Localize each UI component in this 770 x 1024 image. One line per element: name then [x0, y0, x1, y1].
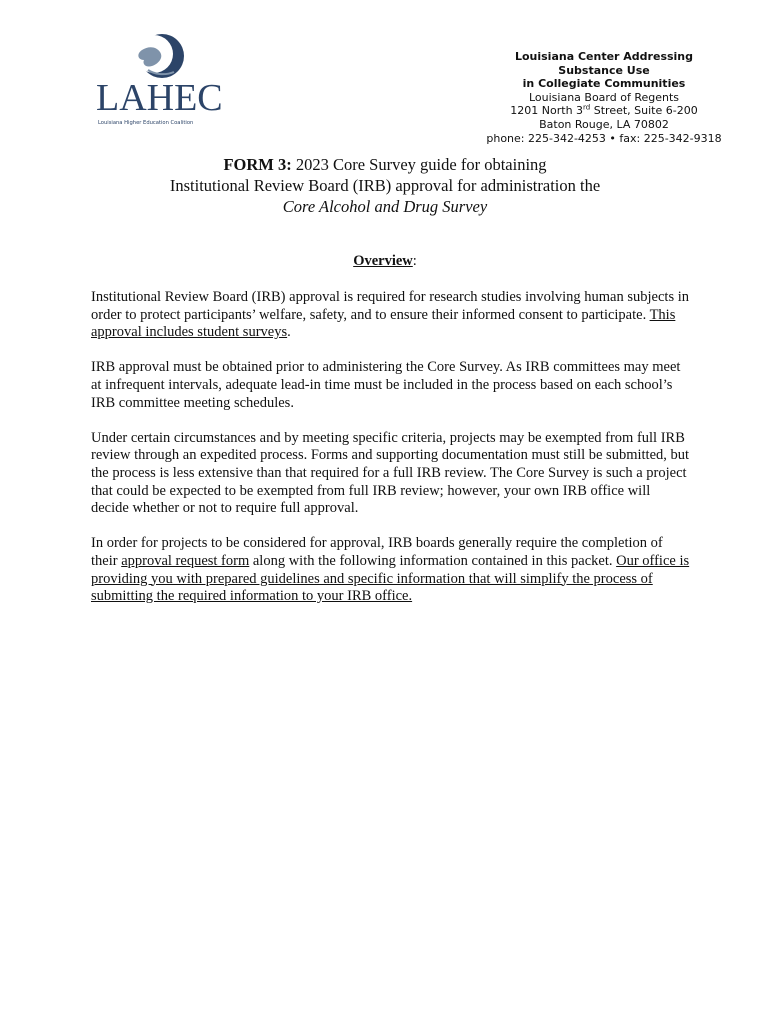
lahec-logo [92, 30, 232, 130]
approval-request-form-text: approval request form [121, 552, 250, 569]
document-body [91, 289, 691, 623]
paragraph-approval-process: In order for projects to be considered for approval, IRB boards generally require the completion of their approval request form along with the following information contained in this packet. Our office is providing you with prepared guidelines and specific information that will simplify the process of submitting the required information to your IRB office. [91, 535, 690, 605]
city-state-zip: Baton Rouge, LA 70802 [539, 117, 669, 131]
org-name-line-2: Substance Use [558, 63, 650, 77]
student-surveys-note: This approval includes student surveys [91, 306, 676, 341]
org-name-line-3: in Collegiate Communities [522, 77, 686, 91]
overview-heading: Overview: [353, 253, 417, 269]
logo-wordmark: LAHEC [96, 77, 223, 119]
organization-contact-block [470, 50, 738, 145]
paragraph-prior-approval: IRB approval must be obtained prior to administering the Core Survey. As IRB committees may meet at infrequent intervals, adequate lead-in time must be included in the process based on each school’s IRB committee meeting schedules. [91, 359, 681, 411]
org-name-line-1: Louisiana Center Addressing [514, 50, 694, 63]
paragraph-irb-required: Institutional Review Board (IRB) approval is required for research studies involving human subjects in order to protect participants’ welfare, safety, and to ensure their informed consent to participate. This approval includes student surveys. [91, 289, 689, 341]
logo-tagline: Louisiana Higher Education Coalition [98, 120, 194, 126]
paragraph-exemption: Under certain circumstances and by meeting specific criteria, projects may be exempted from full IRB review through an expedited process. Forms and supporting documentation must still be submitted, but the process is less extensive than that required for a full IRB review. The Core Survey is such a project that could be expected to be exempted from full IRB review; however, your own IRB office will decide whether or not to require full approval. [91, 429, 690, 517]
guidelines-statement: Our office is providing you with prepared guidelines and specific information that will simplify the process of submitting the required information to your IRB office. [91, 552, 690, 605]
form-label: FORM 3: [223, 155, 292, 174]
survey-name: Core Alcohol and Drug Survey [282, 197, 488, 216]
board-name: Louisiana Board of Regents [528, 90, 680, 104]
form-title: FORM 3: 2023 Core Survey guide for obtaining Institutional Review Board (IRB) approval for administration the Core Alcohol and Drug Survey [60, 154, 710, 217]
title-line-2: Institutional Review Board (IRB) approval for administration the [169, 176, 601, 195]
lahec-logo-graphic [92, 30, 232, 130]
street-address: 1201 North 3rd Street, Suite 6-200 [510, 103, 698, 118]
phone-fax: phone: 225-342-4253 • fax: 225-342-9318 [486, 131, 722, 145]
